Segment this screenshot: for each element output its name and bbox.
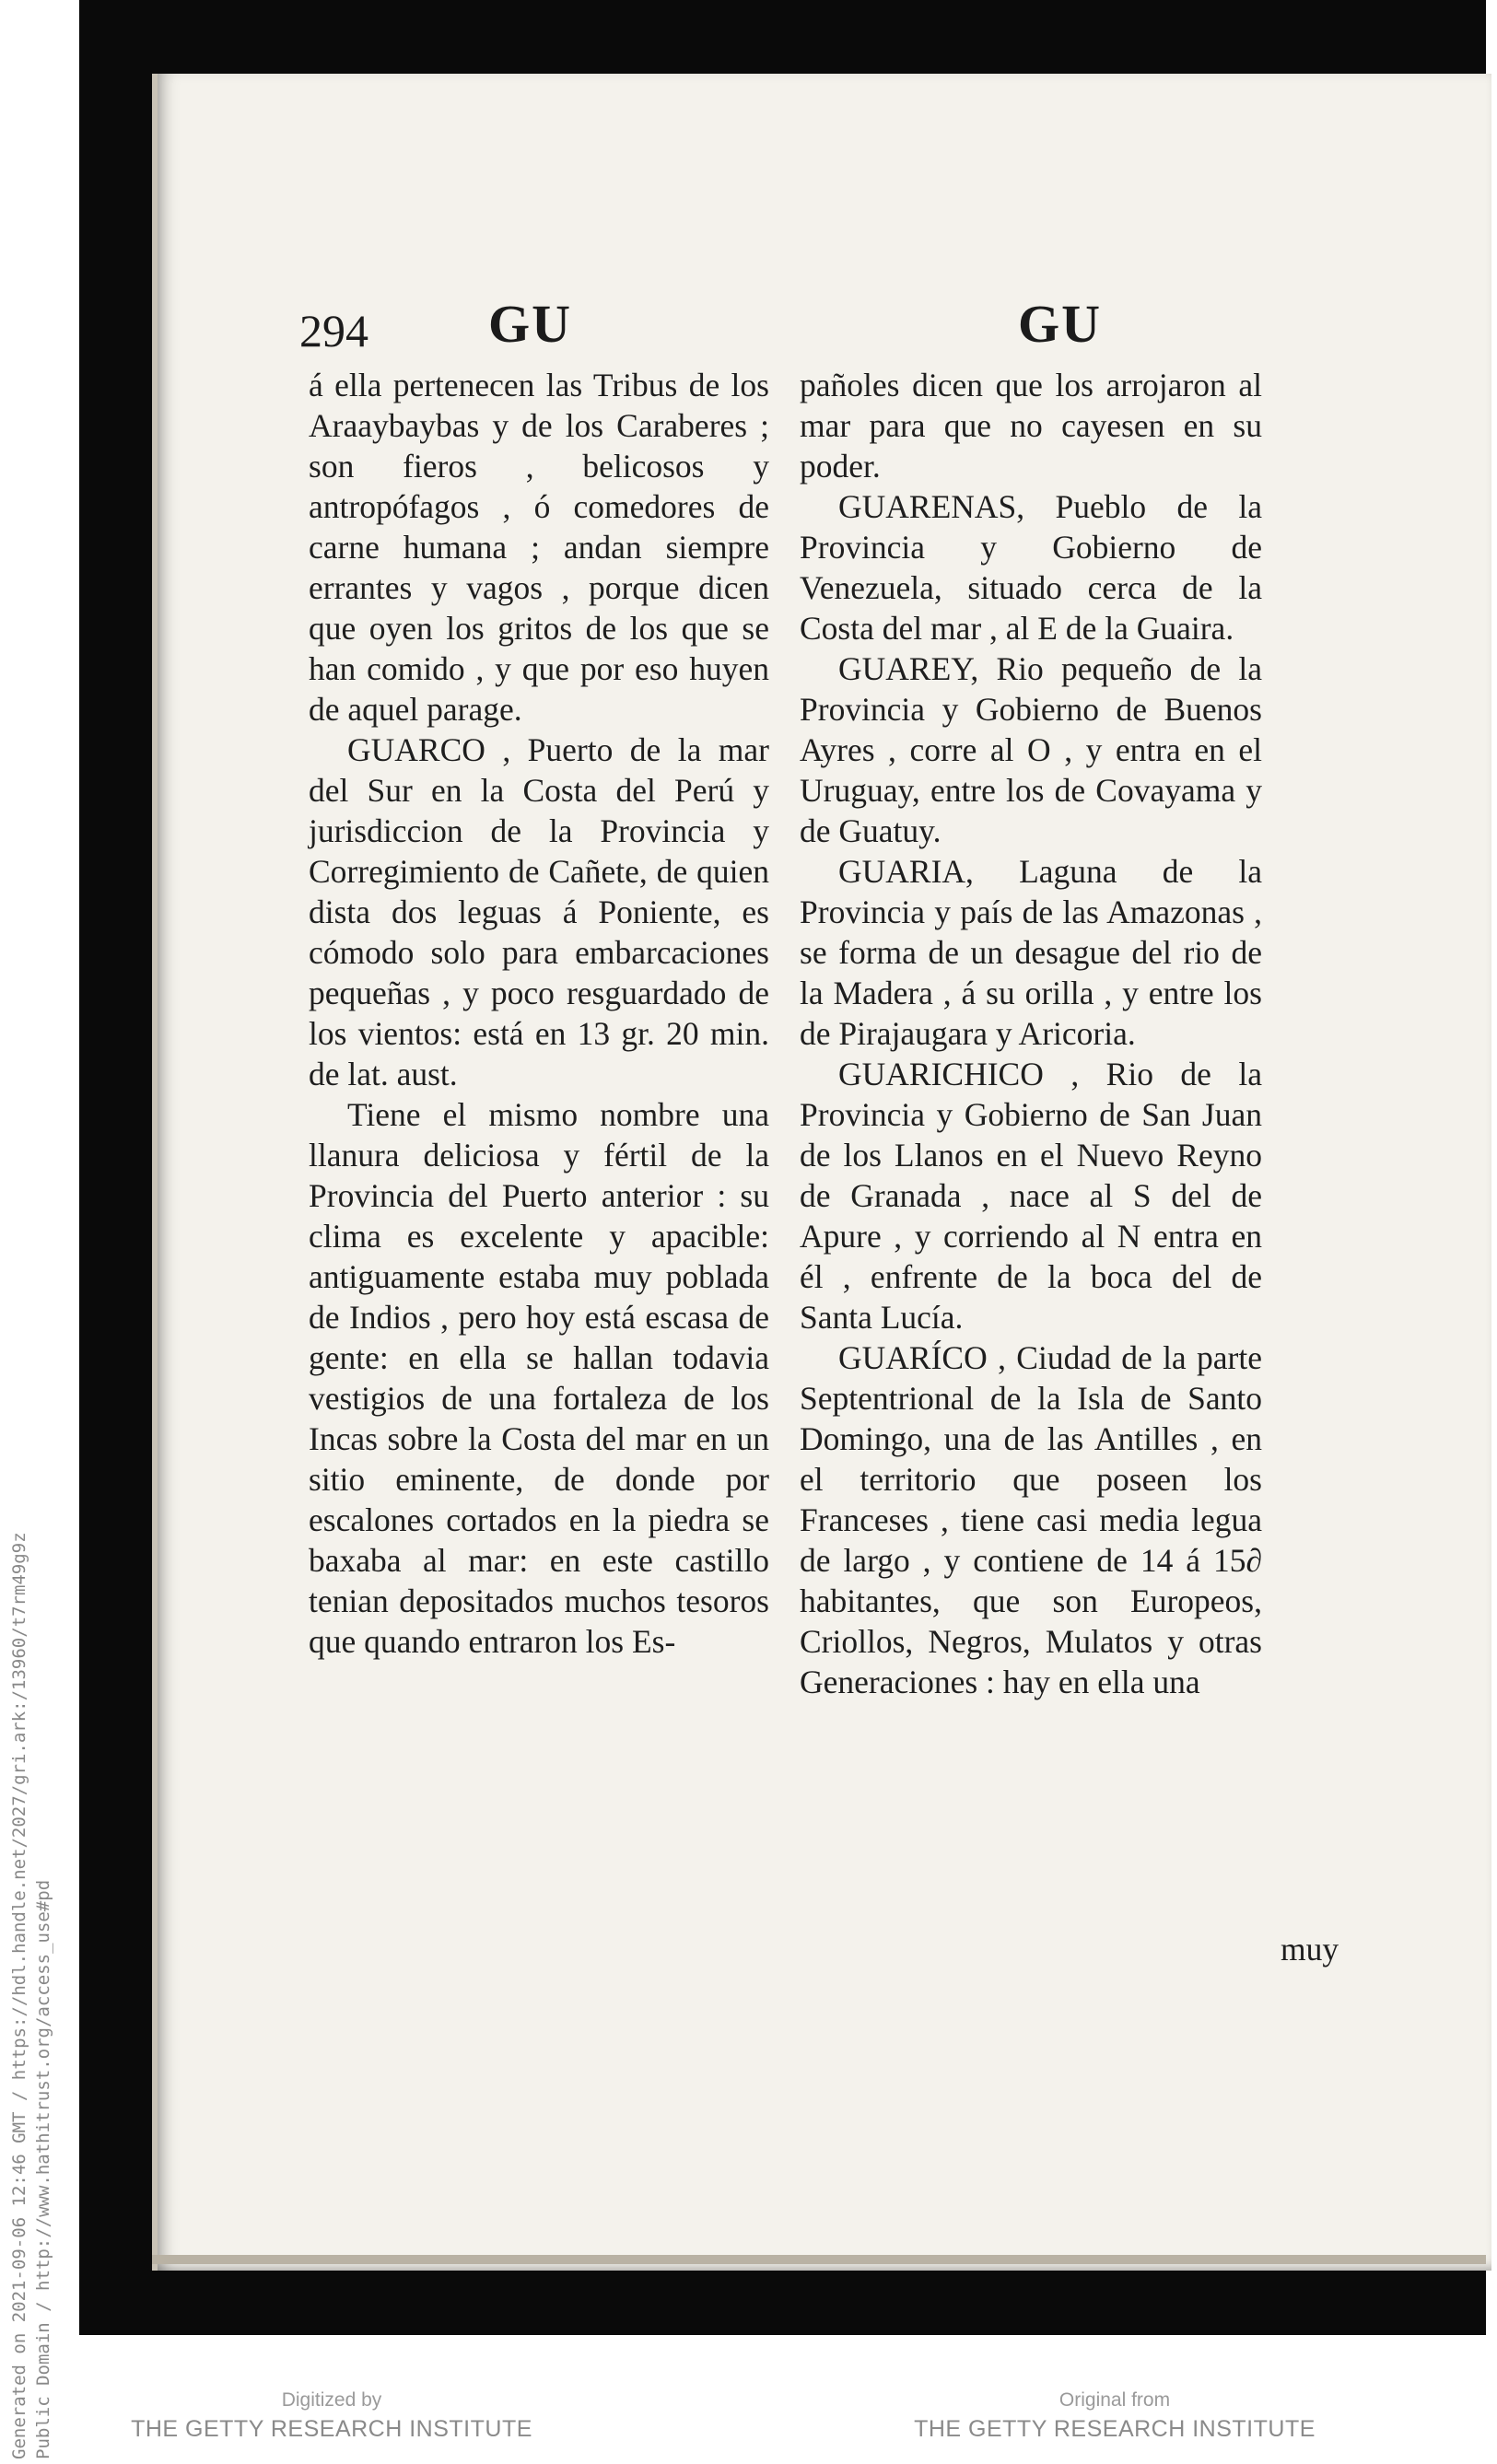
watermark-line-2: Public Domain / http://www.hathitrust.org/access_use#pd [33, 1879, 53, 2459]
right-column [800, 365, 1262, 1702]
watermark-line-1: Generated on 2021-09-06 12:46 GMT / https://hdl.handle.net/2027/gri.ark:/13960/t7rm49g9z [9, 1532, 29, 2459]
paragraph: á ella pertenecen las Tribus de los Araaybaybas y de los Caraberes ; son fieros , belicosos y antropófagos , ó comedores de carne humana ; andan siempre errantes y vagos , porque dicen que oyen los gritos de los que se han comido , y que por eso huyen de aquel parage. [309, 367, 769, 728]
running-head-right: GU [1018, 294, 1102, 354]
paragraph: Tiene el mismo nombre una llanura deliciosa y fértil de la Provincia del Puerto anterior : su clima es excelente y apacible: antiguamente estaba muy poblada de Indios , pero hoy está escasa de gente: en ella se hallan todavia vestigios de una fortaleza de los Incas sobre la Costa del mar en un sitio eminente, de donde por escalones cortados en la piedra se baxaba al mar: en este castillo tenian depositados muchos tesoros que quando entraron los Es- [309, 1096, 769, 1660]
original-from-institution: THE GETTY RESEARCH INSTITUTE [914, 2416, 1316, 2442]
entry-guarichico: GUARICHICO , Rio de la Provincia y Gobierno de San Juan de los Llanos en el Nuevo Reyno de Granada , nace al S del de Apure , y corriendo al N entra en él , enfrente de la boca del de Santa Lucía. [800, 1056, 1262, 1336]
original-from-block [884, 2388, 1345, 2445]
catchword: muy [1281, 1931, 1339, 1968]
hathitrust-side-watermark [7, 1532, 55, 2459]
entry-guarey: GUAREY, Rio pequeño de la Provincia y Gobierno de Buenos Ayres , corre al O , y entra en el Uruguay, entre los de Covayama y de Guatuy. [800, 650, 1262, 849]
page-header [0, 293, 1497, 367]
running-head-left: GU [488, 294, 572, 354]
page-edge [152, 2255, 1486, 2264]
entry-guaria: GUARIA, Laguna de la Provincia y país de las Amazonas , se forma de un desague del rio de la Madera , á su orilla , y entre los de Pirajaugara y Aricoria. [800, 853, 1262, 1052]
original-from-label: Original from [1058, 2389, 1171, 2411]
paragraph: pañoles dicen que los arrojaron al mar para que no cayesen en su poder. [800, 367, 1262, 485]
entry-guarico: GUARÍCO , Ciudad de la parte Septentrional de la Isla de Santo Domingo, una de las Antilles , en el territorio que poseen los Franceses , tiene casi media legua de largo , y contiene de 14 á 15∂ habitantes, que son Europeos, Criollos, Negros, Mulatos y otras Generaciones : hay en ella una [800, 1339, 1262, 1700]
digitized-by-label: Digitized by [281, 2389, 382, 2411]
entry-guarco: GUARCO , Puerto de la mar del Sur en la Costa del Perú y jurisdiccion de la Provincia y Corregimiento de Cañete, de quien dista dos leguas á Poniente, es cómodo solo para embarcaciones pequeñas , y poco resguardado de los vientos: está en 13 gr. 20 min. de lat. aust. [309, 731, 769, 1092]
left-column [309, 365, 769, 1662]
digitized-by-block [111, 2388, 553, 2445]
page-number: 294 [299, 305, 368, 356]
digitized-by-institution: THE GETTY RESEARCH INSTITUTE [131, 2416, 532, 2442]
entry-guarenas: GUARENAS, Pueblo de la Provincia y Gobierno de Venezuela, situado cerca de la Costa del mar , al E de la Guaira. [800, 488, 1262, 647]
